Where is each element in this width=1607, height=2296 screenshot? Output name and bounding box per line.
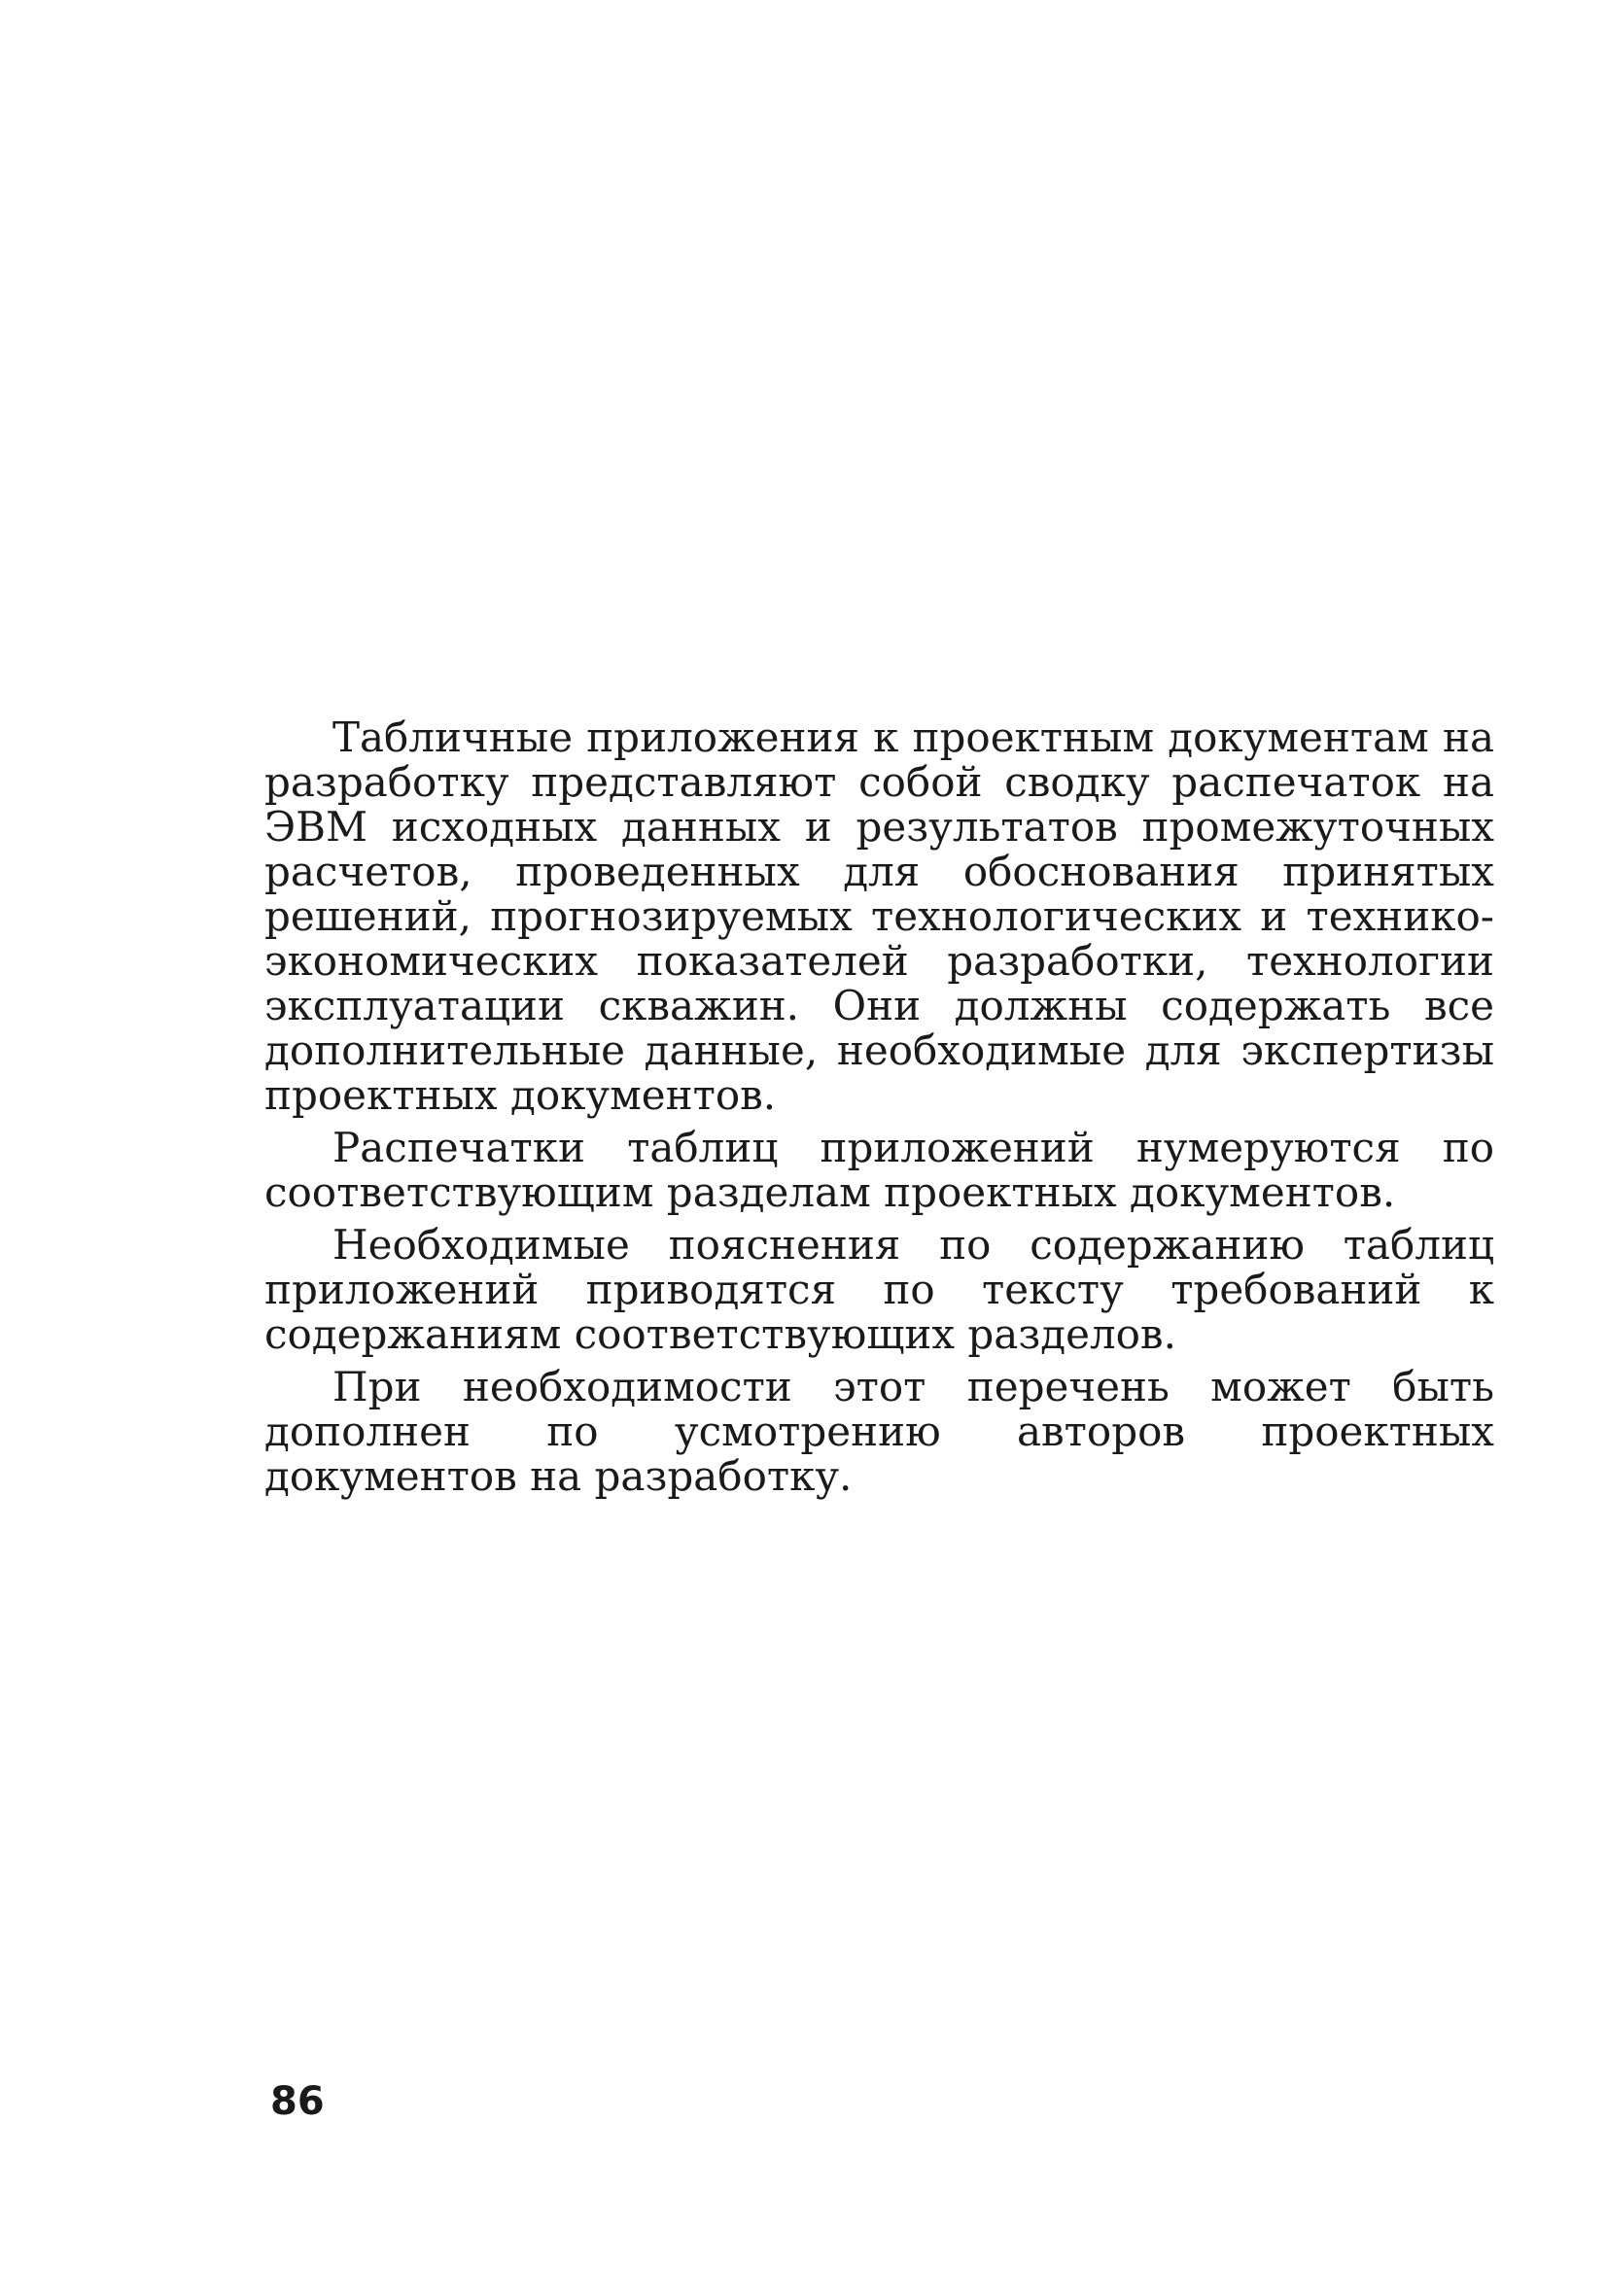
paragraph-2: Распечатки таблиц приложений нумеруются по соответствующим разделам проектных документов.	[264, 1124, 1494, 1216]
paragraph-4: При необходимости этот перечень может быть дополнен по усмотрению авторов проектных документов на разработку.	[264, 1363, 1494, 1500]
paragraph-3: Необходимые пояснения по содержанию таблиц приложений приводятся по тексту требований к содержаниям соответствующих разделов.	[264, 1221, 1494, 1358]
body-text	[264, 715, 1494, 1507]
paragraph-1: Табличные приложения к проектным документам на разработку представляют собой сводку распечаток на ЭВМ исходных данных и результатов промежуточных расчетов, проведенных для обоснования принятых решений, прогнозируемых технологических и технико-экономических показателей разработки, технологии эксплуатации скважин. Они должны содержать все дополнительные данные, необходимые для экспертизы проектных документов.	[264, 713, 1494, 1119]
page-number: 86	[270, 2079, 325, 2124]
